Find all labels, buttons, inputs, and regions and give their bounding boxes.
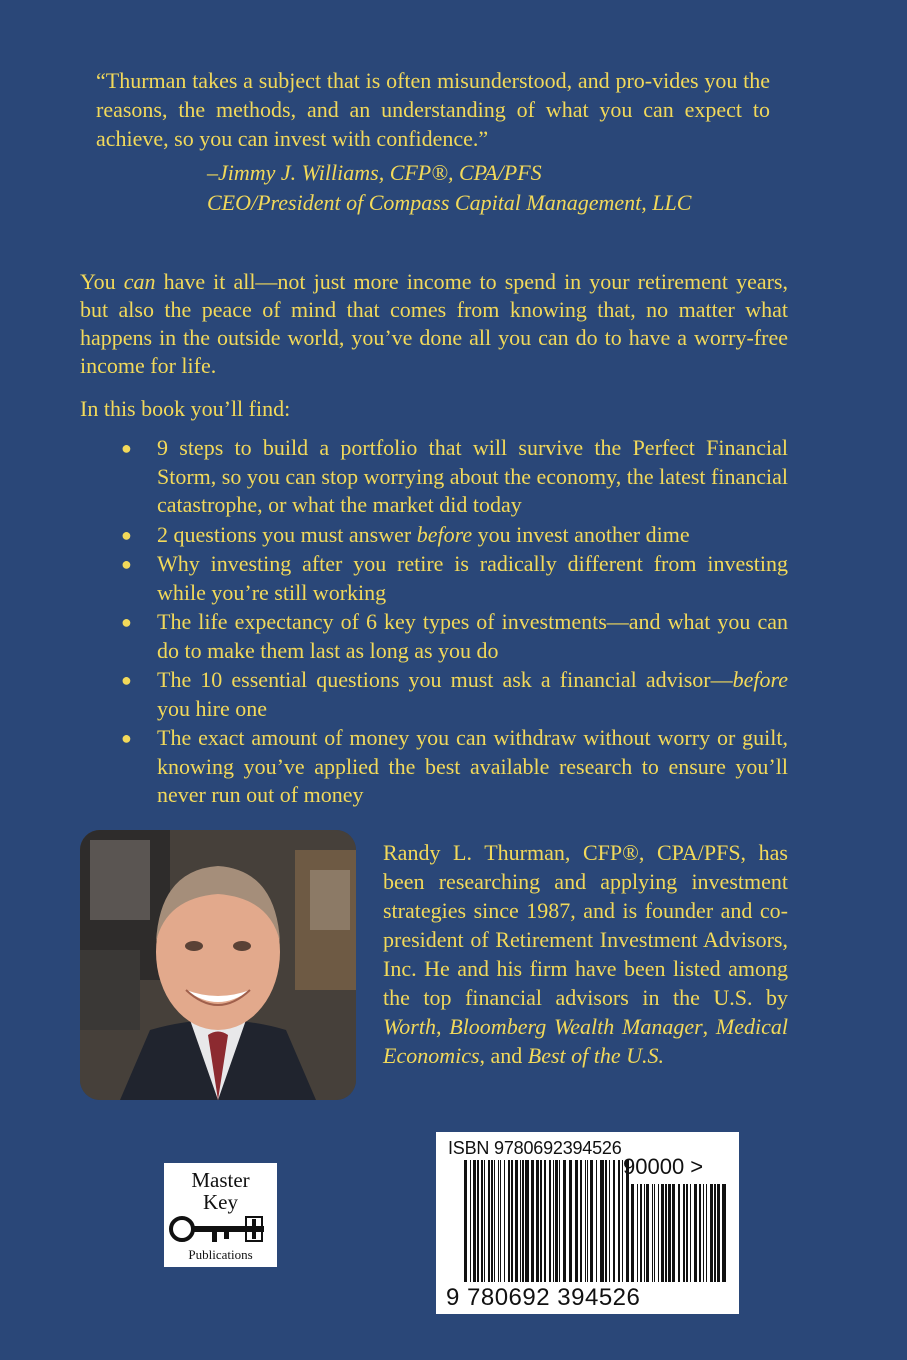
- barcode-bar: [549, 1160, 551, 1282]
- barcode-bar: [613, 1160, 615, 1282]
- barcode-bar: [640, 1184, 642, 1282]
- barcode-bar: [672, 1184, 675, 1282]
- bullet-icon: ●: [121, 554, 132, 574]
- barcode-bar: [609, 1160, 610, 1282]
- barcode-bar: [596, 1160, 597, 1282]
- list-item: [80, 666, 788, 723]
- barcode-bar: [555, 1160, 558, 1282]
- barcode-bar: [654, 1184, 655, 1282]
- barcode-bar: [686, 1184, 688, 1282]
- barcode-bar: [710, 1184, 713, 1282]
- barcode-bar: [590, 1160, 593, 1282]
- quote-author-title: CEO/President of Compass Capital Management, LLC: [207, 190, 692, 215]
- bio-publication: Bloomberg Wealth Manager: [449, 1014, 703, 1039]
- bio-separator: , and: [479, 1043, 528, 1068]
- author-portrait-icon: [80, 830, 356, 1100]
- bullet-icon: ●: [121, 728, 132, 748]
- intro-text-start: You: [80, 269, 124, 294]
- barcode-bar: [585, 1160, 586, 1282]
- barcode-bar: [618, 1160, 620, 1282]
- barcode-bar: [706, 1184, 707, 1282]
- author-bio: [383, 838, 788, 1070]
- list-item-text-end: you invest another dime: [472, 521, 690, 547]
- price-code: 90000 >: [623, 1154, 704, 1179]
- barcode-bar: [498, 1160, 499, 1282]
- bio-separator: ,: [702, 1014, 716, 1039]
- barcode-bar: [694, 1184, 697, 1282]
- barcode-bar: [563, 1160, 566, 1282]
- list-item-text: The life expectancy of 6 key types of investments—and what you can do to make them last as long as you do: [157, 609, 788, 663]
- isbn-barcode: [436, 1132, 739, 1314]
- list-item-text-end: you hire one: [157, 695, 267, 721]
- barcode-bar: [491, 1160, 493, 1282]
- barcode-bar: [488, 1160, 490, 1282]
- bio-publication: Medical Economics: [383, 1014, 789, 1068]
- barcode-bar: [600, 1160, 604, 1282]
- barcode-bar: [531, 1160, 534, 1282]
- barcode-bar: [652, 1184, 653, 1282]
- intro-paragraph: [80, 268, 788, 380]
- barcode-bar: [580, 1160, 582, 1282]
- barcode-bar: [481, 1160, 483, 1282]
- barcode-bar: [631, 1184, 634, 1282]
- barcode-bar: [703, 1184, 704, 1282]
- barcode-bar: [637, 1184, 638, 1282]
- barcode-bar: [525, 1160, 529, 1282]
- barcode-bar: [540, 1160, 542, 1282]
- intro-emphasis: can: [123, 269, 156, 294]
- barcode-bar: [559, 1160, 560, 1282]
- barcode-bar: [500, 1160, 501, 1282]
- barcode-bar: [683, 1184, 685, 1282]
- author-photo: [80, 830, 356, 1100]
- bullet-icon: ●: [121, 612, 132, 632]
- bullet-icon: ●: [121, 670, 132, 690]
- barcode-bar: [678, 1184, 680, 1282]
- bio-publication: Worth: [383, 1014, 436, 1039]
- list-item-emphasis: before: [416, 521, 473, 547]
- list-item-text: The exact amount of money you can withdraw without worry or guilt, knowing you’ve applied the best available research to ensure you’ll never run out of money: [157, 725, 788, 807]
- bio-separator: ,: [435, 1014, 450, 1039]
- barcode-bar: [511, 1160, 513, 1282]
- barcode-bar: [658, 1184, 659, 1282]
- barcode-bar: [536, 1160, 539, 1282]
- list-item-text: Why investing after you retire is radically different from investing while you’re still working: [157, 551, 788, 605]
- bullet-icon: ●: [121, 438, 132, 458]
- barcode-bar: [644, 1184, 645, 1282]
- isbn-label: ISBN 9780692394526: [448, 1138, 622, 1158]
- endorsement-quote: “Thurman takes a subject that is often misunderstood, and pro-vides you the reasons, the methods, and an understanding of what you can expect to achieve, so you can invest with confidence.”: [96, 68, 770, 151]
- barcode-bar: [515, 1160, 518, 1282]
- bullet-icon: ●: [121, 524, 132, 545]
- key-icon: [168, 1211, 273, 1247]
- list-item-text: 2 questions you must answer: [157, 521, 417, 547]
- publisher-logo: [164, 1163, 277, 1267]
- intro-text-end: have it all—not just more income to spend in your retirement years, but also the peace of mind that comes from knowing that, no matter what happens in the outside world, you’ve done all you can do to have a worry-free income for life.: [80, 269, 788, 378]
- barcode-bar: [520, 1160, 521, 1282]
- barcode-bar: [668, 1184, 671, 1282]
- barcode-bar: [470, 1160, 471, 1282]
- list-item-text: The 10 essential questions you must ask a financial advisor—: [157, 667, 733, 692]
- barcode-bar: [690, 1184, 691, 1282]
- bio-publication: Best of the U.S.: [527, 1043, 665, 1068]
- logo-line-1: Master: [191, 1168, 250, 1192]
- find-heading: In this book you’ll find:: [80, 396, 291, 421]
- barcode-bar: [522, 1160, 524, 1282]
- list-item: [80, 434, 788, 520]
- barcode-bar: [661, 1184, 664, 1282]
- barcode-bar: [544, 1160, 546, 1282]
- barcode-bar: [665, 1184, 667, 1282]
- list-item: [80, 521, 788, 550]
- logo-line-3: Publications: [188, 1247, 253, 1262]
- list-item: [80, 608, 788, 665]
- barcode-bar: [646, 1184, 649, 1282]
- list-item-emphasis: before: [732, 667, 788, 692]
- barcode-bar: [477, 1160, 479, 1282]
- logo-line-2: Key: [203, 1190, 238, 1214]
- barcode-bar: [484, 1160, 485, 1282]
- barcode-bar: [575, 1160, 578, 1282]
- barcode-bar: [553, 1160, 554, 1282]
- barcode-bar: [722, 1184, 726, 1282]
- barcode-bar: [587, 1160, 588, 1282]
- list-item: [80, 550, 788, 607]
- barcode-bar: [605, 1160, 607, 1282]
- barcode-bar: [504, 1160, 505, 1282]
- list-item-text: 9 steps to build a portfolio that will survive the Perfect Financial Storm, so you can stop worrying about the economy, the latest financial catastrophe, or what the market did today: [157, 435, 788, 517]
- barcode-bar: [494, 1160, 495, 1282]
- quote-author: –Jimmy J. Williams, CFP®, CPA/PFS: [207, 160, 542, 185]
- barcode-bar: [464, 1160, 467, 1282]
- ean-digits: 9 780692 394526: [446, 1284, 641, 1311]
- barcode-bar: [473, 1160, 476, 1282]
- bio-text: Randy L. Thurman, CFP®, CPA/PFS, has been researching and applying investment strategies since 1987, and is founder and co-president of Retirement Investment Advisors, Inc. He and his firm have been listed among the top financial advisors in the U.S. by: [383, 840, 788, 1010]
- barcode-bar: [569, 1160, 572, 1282]
- barcode-bar: [714, 1184, 716, 1282]
- quote-attribution: [207, 158, 827, 218]
- feature-list: [80, 434, 788, 811]
- list-item: [80, 724, 788, 810]
- barcode-bar: [508, 1160, 510, 1282]
- barcode-bar: [717, 1184, 720, 1282]
- barcode-bar: [699, 1184, 701, 1282]
